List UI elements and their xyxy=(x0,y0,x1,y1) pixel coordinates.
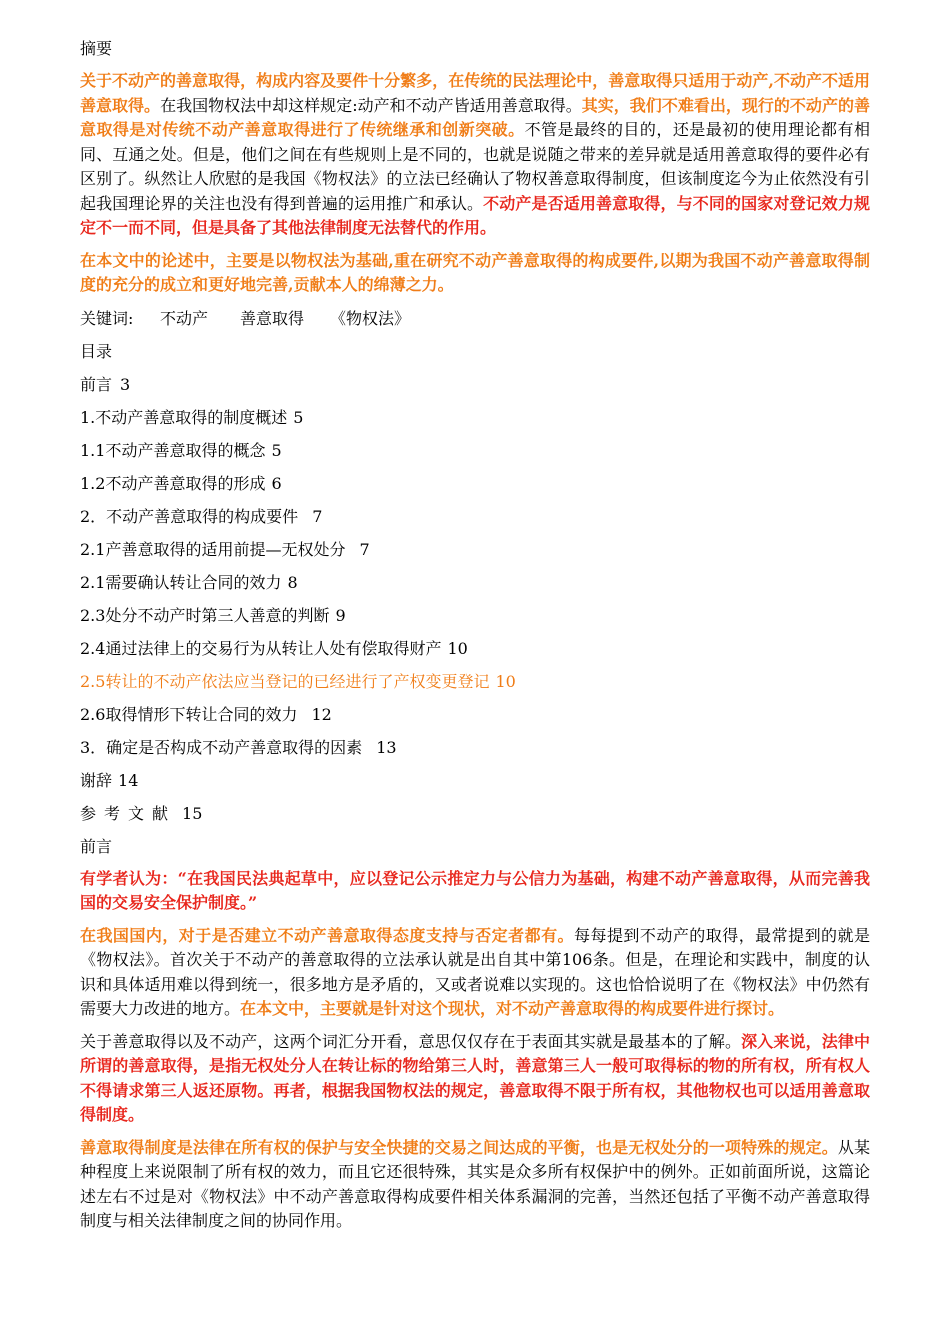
abstract-p2-seg: 在本文中的论述中，主要是以物权法为基础,重在研究不动产善意取得的构成要件,以期为我国不动产善意取得制度的充分的成立和更好地完善,贡献本人的绵薄之力。 xyxy=(80,250,870,294)
toc-entry-title: 1.2不动产善意取得的形成 xyxy=(80,473,266,493)
toc-entry-page: 13 xyxy=(376,737,397,757)
toc-entry[interactable] xyxy=(80,702,870,727)
preface-seg: 每每提到不动产的取得，最常提到的就是《物权法》。首次关于不动产的善意取得的立法承认就是出自其中第106条。但是，在理论和实践中，制度的认识和具体适用难以得到统一，很多地方是矛盾的，又或者说难以实现的。这也恰恰说明了在《物权法》中仍然有需要大力改进的地方。 xyxy=(80,925,870,1018)
toc-entry[interactable] xyxy=(80,603,870,628)
abstract-paragraph-2 xyxy=(80,249,870,298)
abstract-paragraph-1 xyxy=(80,69,870,241)
toc-entry-title: 2.6取得情形下转让合同的效力 xyxy=(80,704,298,724)
keywords-line xyxy=(80,306,870,331)
keywords-label: 关键词: xyxy=(80,308,134,328)
abstract-heading: 摘要 xyxy=(80,39,113,58)
toc-entry-page: 7 xyxy=(359,539,370,559)
toc-entry-title: 3．确定是否构成不动产善意取得的因素 xyxy=(80,737,363,757)
toc-entry[interactable] xyxy=(80,735,870,760)
toc-entry[interactable] xyxy=(80,801,870,826)
toc-entry-page: 15 xyxy=(182,803,203,823)
keyword-item: 善意取得 xyxy=(240,308,305,328)
preface-paragraph xyxy=(80,867,870,916)
toc-entry-page: 5 xyxy=(293,407,304,427)
toc-entry-page: 3 xyxy=(120,374,131,394)
toc-entry-title: 参考文献 xyxy=(80,803,177,823)
toc-entry-page: 8 xyxy=(287,572,298,592)
toc-list xyxy=(80,372,870,826)
preface-paragraph xyxy=(80,1136,870,1234)
toc-entry-page: 7 xyxy=(312,506,323,526)
toc-entry-page: 6 xyxy=(271,473,282,493)
abstract-p1-seg: 其实，我们不难看出，现行的不动产的善意取得是对传统不动产善意取得进行了传统继承和创新突破。 xyxy=(80,95,870,139)
preface-paragraph xyxy=(80,924,870,1022)
toc-entry-title: 2．不动产善意取得的构成要件 xyxy=(80,506,299,526)
toc-entry[interactable] xyxy=(80,438,870,463)
toc-entry[interactable] xyxy=(80,636,870,661)
preface-seg: 在我国国内，对于是否建立不动产善意取得态度支持与否定者都有。 xyxy=(80,925,575,945)
preface-body xyxy=(80,867,870,1234)
abstract-p1-seg: 关于不动产的善意取得，构成内容及要件十分繁多，在传统的民法理论中，善意取得只适用于动产,不动产不适用善意取得。 xyxy=(80,71,870,115)
preface-seg: 善意取得制度是法律在所有权的保护与安全快捷的交易之间达成的平衡，也是无权处分的一项特殊的规定。 xyxy=(80,1137,838,1157)
toc-entry[interactable] xyxy=(80,768,870,793)
preface-heading: 前言 xyxy=(80,836,113,856)
toc-entry[interactable] xyxy=(80,471,870,496)
toc-entry-title: 谢辞 xyxy=(80,770,113,790)
toc-entry-title: 2.1产善意取得的适用前提—无权处分 xyxy=(80,539,346,559)
preface-seg: 有学者认为：“在我国民法典起草中，应以登记公示推定力与公信力为基础，构建不动产善意取得，从而完善我国的交易安全保护制度。” xyxy=(80,868,870,912)
toc-entry-title: 2.4通过法律上的交易行为从转让人处有偿取得财产 xyxy=(80,638,442,658)
preface-paragraph xyxy=(80,1030,870,1128)
toc-entry-title: 前言 xyxy=(80,374,113,394)
toc-entry-page: 14 xyxy=(118,770,139,790)
document-page xyxy=(80,36,870,1234)
preface-seg: 从某种程度上来说限制了所有权的效力，而且它还很特殊，其实是众多所有权保护中的例外。正如前面所说，这篇论述左右不过是对《物权法》中不动产善意取得构成要件相关体系漏洞的完善，当然还包括了平衡不动产善意取得制度与相关法律制度之间的协同作用。 xyxy=(80,1137,870,1230)
abstract-p1-seg: 不管是最终的目的，还是最初的使用理论都有相同、互通之处。但是，他们之间在有些规则上是不同的，也就是说随之带来的差异就是适用善意取得的要件必有区别了。纵然让人欣慰的是我国《物权法》的立法已经确认了物权善意取得制度，但该制度迄今为止依然没有引起我国理论界的关注也没有得到普遍的运用推广和承认。 xyxy=(80,120,870,213)
preface-seg: 深入来说，法律中所谓的善意取得，是指无权处分人在转让标的物给第三人时，善意第三人一般可取得标的物的所有权，所有权人不得请求第三人返还原物。再者，根据我国物权法的规定，善意取得不限于所有权，其他物权也可以适用善意取得制度。 xyxy=(80,1031,870,1124)
toc-entry-page: 9 xyxy=(335,605,346,625)
toc-entry[interactable] xyxy=(80,405,870,430)
keyword-item: 《物权法》 xyxy=(330,308,411,328)
toc-entry-page: 10 xyxy=(447,638,468,658)
preface-seg: 关于善意取得以及不动产，这两个词汇分开看，意思仅仅存在于表面其实就是最基本的了解。 xyxy=(80,1031,742,1051)
abstract-p1-seg: 在我国物权法中却这样规定:动产和不动产皆适用善意取得。 xyxy=(160,95,582,115)
toc-entry[interactable] xyxy=(80,372,870,397)
toc-entry-title: 1.1不动产善意取得的概念 xyxy=(80,440,266,460)
toc-entry-title: 2.5转让的不动产依法应当登记的已经进行了产权变更登记 xyxy=(80,671,490,691)
toc-entry-title: 2.1需要确认转让合同的效力 xyxy=(80,572,282,592)
toc-entry-page: 5 xyxy=(271,440,282,460)
toc-entry[interactable] xyxy=(80,537,870,562)
toc-entry-title: 2.3处分不动产时第三人善意的判断 xyxy=(80,605,330,625)
keyword-item: 不动产 xyxy=(160,308,209,328)
abstract-p1-seg: 不动产是否适用善意取得，与不同的国家对登记效力规定不一而不同，但是具备了其他法律制度无法替代的作用。 xyxy=(80,193,870,237)
toc-entry[interactable] xyxy=(80,570,870,595)
toc-entry-page: 12 xyxy=(311,704,332,724)
preface-seg: 在本文中，主要就是针对这个现状，对不动产善意取得的构成要件进行探讨。 xyxy=(240,999,785,1018)
toc-heading: 目录 xyxy=(80,341,113,361)
toc-entry[interactable] xyxy=(80,504,870,529)
toc-entry[interactable] xyxy=(80,669,870,694)
toc-entry-page: 10 xyxy=(495,671,516,691)
toc-entry-title: 1.不动产善意取得的制度概述 xyxy=(80,407,288,427)
